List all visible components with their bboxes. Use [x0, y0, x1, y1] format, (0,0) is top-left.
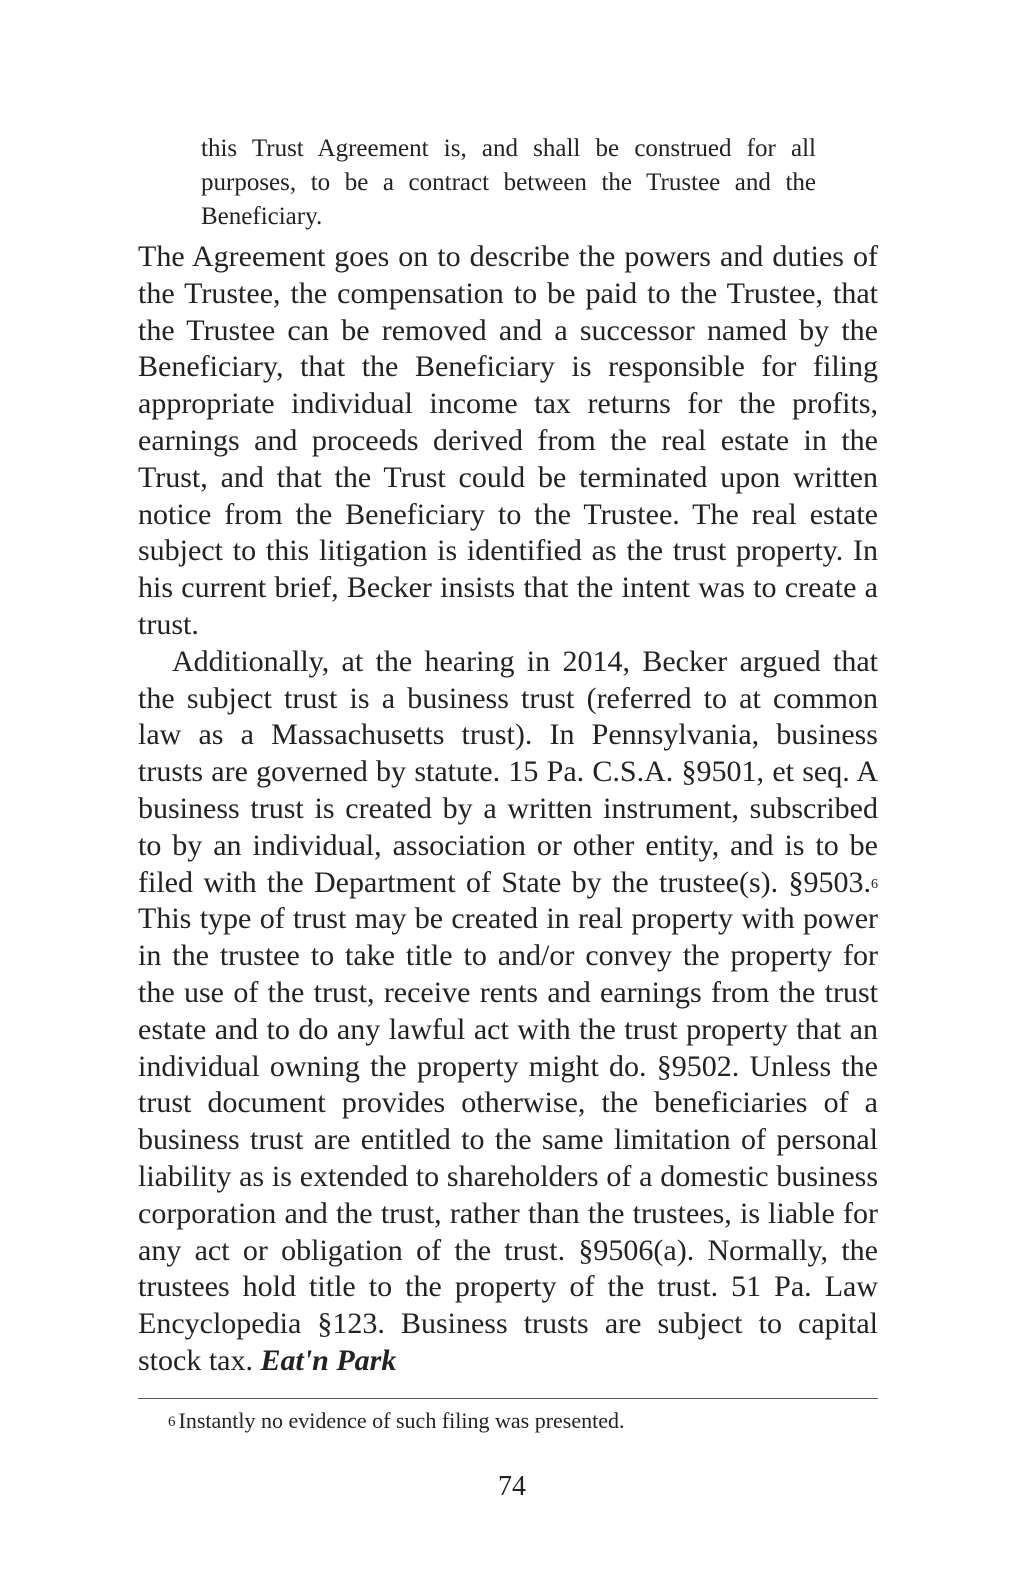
footnote [168, 1406, 624, 1436]
footnote-text: Instantly no evidence of such filing was presented. [178, 1408, 625, 1433]
footnote-divider [138, 1398, 878, 1399]
block-quote: this Trust Agreement is, and shall be construed for all purposes, to be a contract between the Trustee and the Beneficiary. [201, 135, 816, 230]
paragraph: The Agreement goes on to describe the powers and duties of the Trustee, the compensation to be paid to the Trustee, that the Trustee can be removed and a successor named by the Beneficiary, that the Beneficiary is responsible for filing appropriate individual income tax returns for the profits, earnings and proceeds derived from the real estate in the Trust, and that the Trust could be terminated upon written notice from the Beneficiary to the Trustee. The real estate subject to this litigation is identified as the trust property. In his current brief, Becker insists that the intent was to create a trust. [138, 240, 878, 641]
paragraph [138, 644, 878, 1380]
case-name: Eat'n Park [260, 1343, 397, 1377]
footnote-marker: 6 [168, 1414, 176, 1430]
body-text [138, 239, 878, 1380]
footnote-reference: 6 [871, 876, 878, 892]
paragraph-text: Additionally, at the hearing in 2014, Becker argued that the subject trust is a business trust (referred to at common law as a Massachusetts trust). In Pennsylvania, business trusts are governed by statute. 15 Pa. C.S.A. §9501, et seq. A business trust is created by a written instrument, subscribed to by an individual, association or other entity, and is to be filed with the Department of State by the trustee(s). §9503. [138, 644, 878, 899]
paragraph-text: This type of trust may be created in real property with power in the trustee to take title to and/or convey the property for the use of the trust, receive rents and earnings from the trust estate and to do any lawful act with the trust property that an individual owning the property might do. §9502. Unless the trust document provides otherwise, the beneficiaries of a business trust are entitled to the same limitation of personal liability as is extended to shareholders of a domestic business corporation and the trust, rather than the trustees, is liable for any act or obligation of the trust. §9506(a). Normally, the trustees hold title to the property of the trust. 51 Pa. Law Encyclopedia §123. Business trusts are subject to capital stock tax. [138, 902, 878, 1377]
page-number: 74 [498, 1471, 526, 1502]
